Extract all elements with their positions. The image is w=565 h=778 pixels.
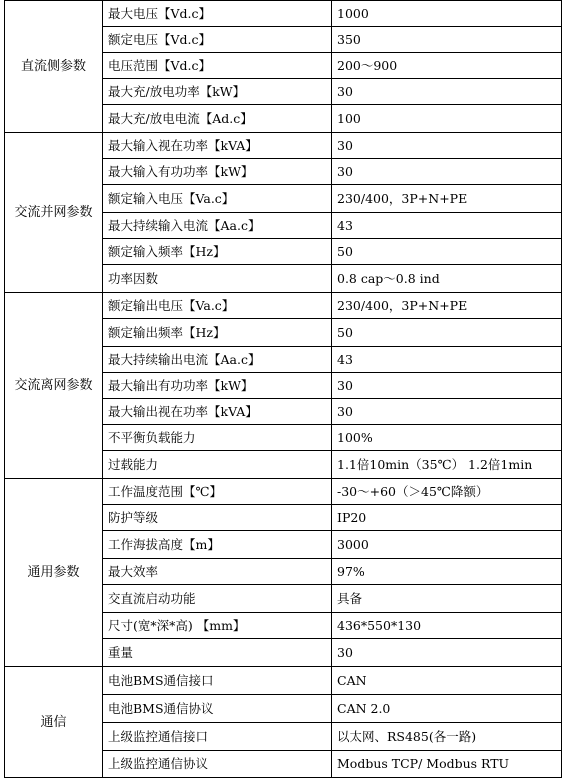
param-name: 额定输入电压【Va.c】 (103, 185, 332, 213)
spec-table-body (5, 1, 562, 778)
param-value: 100 (332, 105, 562, 133)
param-name: 最大电压【Vd.c】 (103, 1, 332, 27)
param-value: 30 (332, 639, 562, 667)
table-row (5, 293, 562, 319)
param-name: 不平衡负载能力 (103, 425, 332, 451)
param-name: 额定输出频率【Hz】 (103, 319, 332, 347)
param-name: 重量 (103, 639, 332, 667)
param-value: 3000 (332, 531, 562, 559)
group-label-dc: 直流侧参数 (5, 1, 103, 133)
param-name: 工作温度范围【℃】 (103, 479, 332, 505)
param-value: 97% (332, 559, 562, 585)
param-value: 30 (332, 133, 562, 159)
param-value: 0.8 cap～0.8 ind (332, 265, 562, 293)
param-name: 尺寸(宽*深*高) 【mm】 (103, 613, 332, 639)
table-row (5, 479, 562, 505)
param-name: 工作海拔高度【m】 (103, 531, 332, 559)
spec-table (4, 0, 562, 778)
param-name: 电池BMS通信接口 (103, 667, 332, 695)
table-row (5, 1, 562, 27)
param-value: 50 (332, 239, 562, 265)
param-name: 电压范围【Vd.c】 (103, 53, 332, 79)
param-value: CAN 2.0 (332, 695, 562, 723)
param-name: 功率因数 (103, 265, 332, 293)
param-value: 50 (332, 319, 562, 347)
param-name: 最大输入视在功率【kVA】 (103, 133, 332, 159)
param-name: 上级监控通信协议 (103, 751, 332, 778)
param-name: 最大充/放电功率【kW】 (103, 79, 332, 105)
param-value: 350 (332, 27, 562, 53)
group-label-ac-grid: 交流并网参数 (5, 133, 103, 293)
param-name: 过载能力 (103, 451, 332, 479)
param-value: IP20 (332, 505, 562, 531)
param-value: 以太网、RS485(各一路) (332, 723, 562, 751)
param-name: 额定输出电压【Va.c】 (103, 293, 332, 319)
param-value: 43 (332, 347, 562, 373)
param-name: 额定电压【Vd.c】 (103, 27, 332, 53)
param-value: 230/400，3P+N+PE (332, 293, 562, 319)
param-value: 100% (332, 425, 562, 451)
group-label-general: 通用参数 (5, 479, 103, 667)
param-value: 200～900 (332, 53, 562, 79)
param-value: 30 (332, 399, 562, 425)
param-name: 最大持续输出电流【Aa.c】 (103, 347, 332, 373)
param-name: 交直流启动功能 (103, 585, 332, 613)
param-name: 最大输出视在功率【kVA】 (103, 399, 332, 425)
param-value: 230/400，3P+N+PE (332, 185, 562, 213)
param-name: 防护等级 (103, 505, 332, 531)
param-value: -30～+60（＞45℃降额） (332, 479, 562, 505)
param-name: 电池BMS通信协议 (103, 695, 332, 723)
param-name: 额定输入频率【Hz】 (103, 239, 332, 265)
param-name: 最大输入有功功率【kW】 (103, 159, 332, 185)
param-value: 30 (332, 79, 562, 105)
param-value: 436*550*130 (332, 613, 562, 639)
param-name: 最大输出有功功率【kW】 (103, 373, 332, 399)
param-value: 1000 (332, 1, 562, 27)
param-value: 具备 (332, 585, 562, 613)
param-name: 上级监控通信接口 (103, 723, 332, 751)
param-value: 30 (332, 159, 562, 185)
param-value: 30 (332, 373, 562, 399)
param-value: 43 (332, 213, 562, 239)
param-name: 最大效率 (103, 559, 332, 585)
param-value: CAN (332, 667, 562, 695)
group-label-communication: 通信 (5, 667, 103, 778)
param-name: 最大持续输入电流【Aa.c】 (103, 213, 332, 239)
table-row (5, 667, 562, 695)
param-value: 1.1倍10min（35℃） 1.2倍1min (332, 451, 562, 479)
table-row (5, 133, 562, 159)
param-value: Modbus TCP/ Modbus RTU (332, 751, 562, 778)
group-label-ac-offgrid: 交流离网参数 (5, 293, 103, 479)
param-name: 最大充/放电电流【Ad.c】 (103, 105, 332, 133)
